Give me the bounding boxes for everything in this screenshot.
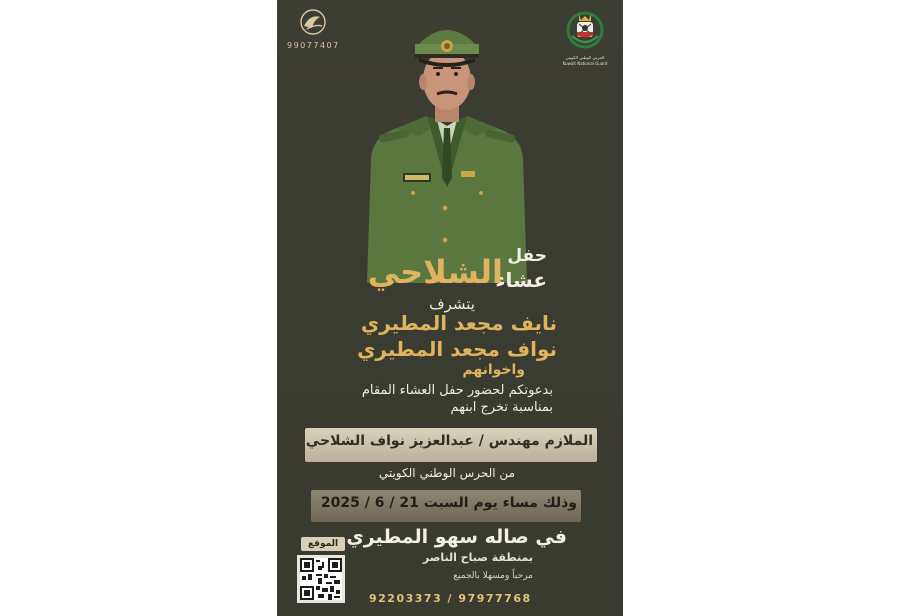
brothers-text: واخوانهم: [462, 362, 525, 378]
emblem-caption-en: Kuwait National Guard: [562, 61, 608, 66]
emblem-caption-ar: الحرس الوطني الكويتي: [565, 55, 605, 60]
brand-mark-icon: [298, 8, 328, 36]
area-name: بمنطقة صباح الناصر: [422, 551, 533, 564]
date-text: وذلك مساء يوم السبت 21 / 6 / 2025: [320, 495, 577, 511]
unit-text: من الحرس الوطني الكويتي: [378, 466, 515, 480]
host-name-1: نايف مجعد المطيري: [360, 311, 557, 335]
brand-logo: [287, 8, 339, 50]
invitation-poster: [277, 0, 623, 616]
invite-line-2: بمناسبة تخرج ابنهم: [450, 400, 553, 415]
brand-phone: 99077407: [287, 41, 340, 50]
hall-name: في صاله سهو المطيري: [346, 526, 567, 548]
event-word: حفل: [507, 246, 547, 266]
qr-code-icon: [300, 558, 342, 600]
family-name-title: الشلاحي: [367, 253, 503, 291]
welcome-text: مرحباً ومسهلا بالجميع: [453, 571, 533, 581]
graduate-photo: [357, 8, 537, 283]
dinner-word: عشاء: [495, 268, 547, 292]
host-name-2: نواف مجعد المطيري: [357, 337, 557, 361]
contact-phones: 92203373 / 97977768: [369, 592, 532, 605]
location-qr-code[interactable]: [297, 555, 345, 603]
invite-line-1: بدعوتكم لحضور حفل العشاء المقام: [361, 383, 553, 398]
location-label: الموقع: [301, 537, 345, 551]
graduate-name: الملازم مهندس / عبدالعزيز نواف الشلاحي: [305, 433, 593, 449]
host-intro: يتشرف: [429, 295, 475, 313]
national-guard-emblem: [555, 8, 615, 66]
national-guard-crest-icon: [564, 8, 606, 50]
